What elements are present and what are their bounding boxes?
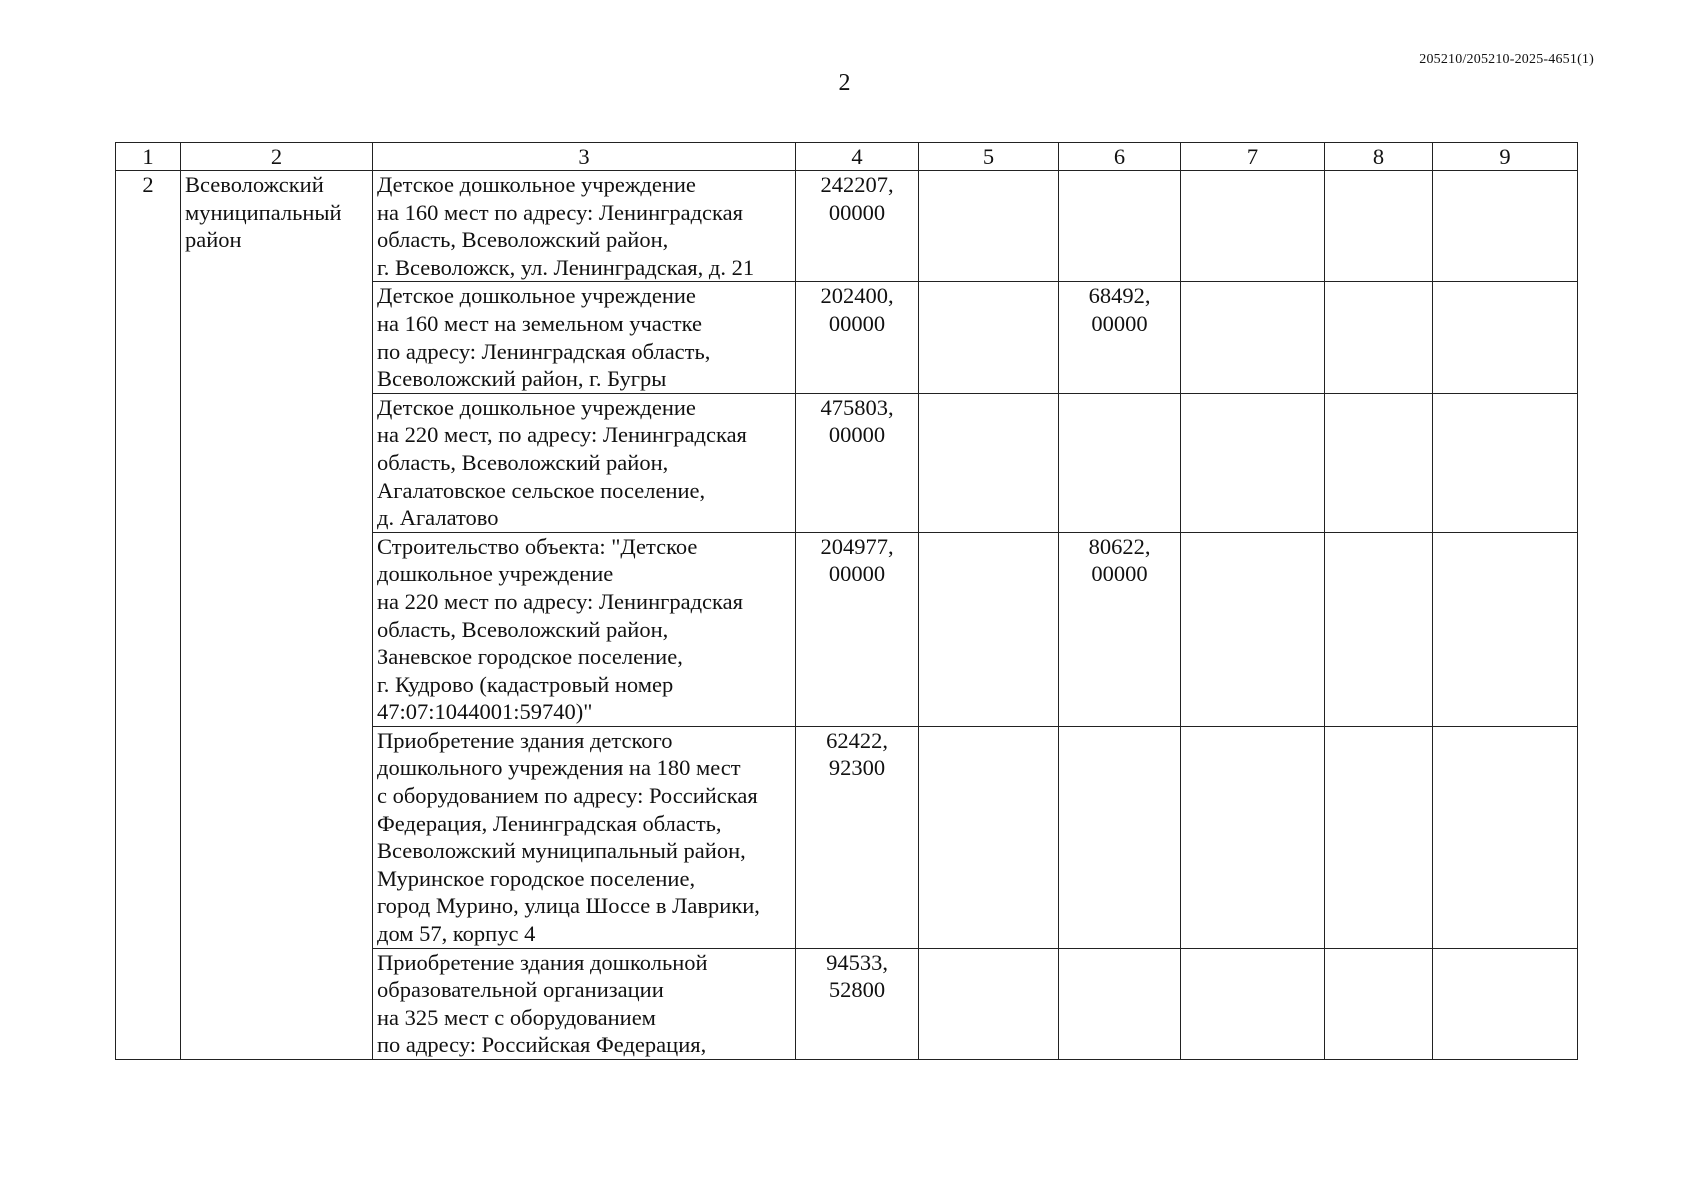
description-line: образовательной организации xyxy=(377,977,664,1003)
column-9-cell xyxy=(1433,282,1578,393)
column-4-amount-cell xyxy=(796,282,919,393)
column-4-amount-line: 00000 xyxy=(828,561,886,587)
column-4-amount-cell xyxy=(796,948,919,1059)
object-description-cell xyxy=(373,282,796,393)
description-line: г. Всеволожск, ул. Ленинградская, д. 21 xyxy=(377,254,755,280)
column-8-cell xyxy=(1325,726,1433,948)
description-line: Детское дошкольное учреждение xyxy=(377,172,696,197)
description-line: дошкольное учреждение xyxy=(377,561,614,587)
column-6-amount-cell xyxy=(1059,282,1181,393)
description-line: дошкольного учреждения на 180 мест xyxy=(377,755,741,781)
column-9-cell xyxy=(1433,171,1578,282)
column-4-amount-cell xyxy=(796,726,919,948)
description-line: Агалатовское сельское поселение, xyxy=(377,477,706,503)
column-9-cell xyxy=(1433,393,1578,532)
district-name-line: Всеволожский xyxy=(185,172,324,197)
column-9-cell xyxy=(1433,726,1578,948)
column-4-amount-line: 00000 xyxy=(828,310,886,336)
description-line: 47:07:1044001:59740)" xyxy=(377,699,593,725)
column-6-amount-cell xyxy=(1059,393,1181,532)
column-6-amount-line: 00000 xyxy=(1091,561,1148,587)
page-number: 2 xyxy=(838,70,851,96)
description-line: Приобретение здания детского xyxy=(377,727,673,753)
column-4-amount-line: 00000 xyxy=(828,199,886,225)
description-line: Заневское городское поселение, xyxy=(377,644,683,670)
column-4-amount-cell xyxy=(796,393,919,532)
column-5-cell xyxy=(919,948,1059,1059)
column-7-cell xyxy=(1181,282,1325,393)
table-row xyxy=(116,171,1578,282)
description-line: область, Всеволожский район, xyxy=(377,616,669,642)
object-description-cell xyxy=(373,171,796,282)
description-line: город Мурино, улица Шоссе в Лаврики, xyxy=(377,893,760,919)
column-header: 5 xyxy=(919,143,1059,171)
column-5-cell xyxy=(919,393,1059,532)
description-line: дом 57, корпус 4 xyxy=(377,921,536,947)
column-9-cell xyxy=(1433,948,1578,1059)
description-line: на 160 мест на земельном участке xyxy=(377,310,702,336)
district-name-cell xyxy=(181,171,373,1060)
description-line: Детское дошкольное учреждение xyxy=(377,394,696,420)
column-header: 1 xyxy=(116,143,181,171)
district-name-line: муниципальный xyxy=(185,199,342,225)
column-7-cell xyxy=(1181,393,1325,532)
column-5-cell xyxy=(919,532,1059,726)
column-7-cell xyxy=(1181,948,1325,1059)
column-header: 8 xyxy=(1325,143,1433,171)
description-line: Муринское городское поселение, xyxy=(377,865,696,891)
column-4-amount-line: 00000 xyxy=(828,422,886,448)
column-6-amount-line: 68492, xyxy=(1088,283,1151,309)
document-id: 205210/205210-2025-4651(1) xyxy=(1419,52,1594,67)
column-5-cell xyxy=(919,282,1059,393)
column-4-amount-line: 202400, xyxy=(820,283,894,309)
description-line: г. Кудрово (кадастровый номер xyxy=(377,671,674,697)
column-7-cell xyxy=(1181,171,1325,282)
description-line: Всеволожский район, г. Бугры xyxy=(377,366,667,392)
row-number: 2 xyxy=(142,172,154,197)
column-8-cell xyxy=(1325,532,1433,726)
description-line: Приобретение здания дошкольной xyxy=(377,949,708,975)
object-description-cell xyxy=(373,726,796,948)
column-8-cell xyxy=(1325,282,1433,393)
column-8-cell xyxy=(1325,393,1433,532)
column-4-amount-line: 92300 xyxy=(828,755,886,781)
description-line: с оборудованием по адресу: Российская xyxy=(377,783,758,809)
column-8-cell xyxy=(1325,948,1433,1059)
description-line: на 325 мест с оборудованием xyxy=(377,1004,656,1030)
column-6-amount-cell xyxy=(1059,948,1181,1059)
column-8-cell xyxy=(1325,171,1433,282)
column-4-amount-line: 475803, xyxy=(820,394,894,420)
description-line: на 220 мест по адресу: Ленинградская xyxy=(377,588,743,614)
column-7-cell xyxy=(1181,532,1325,726)
column-4-amount-line: 62422, xyxy=(826,727,888,753)
column-6-amount-cell xyxy=(1059,726,1181,948)
column-6-amount-line: 80622, xyxy=(1088,533,1151,559)
column-header: 7 xyxy=(1181,143,1325,171)
description-line: Детское дошкольное учреждение xyxy=(377,283,696,309)
column-4-amount-line: 242207, xyxy=(820,172,894,197)
column-header: 9 xyxy=(1433,143,1578,171)
description-line: Строительство объекта: "Детское xyxy=(377,533,698,559)
object-description-cell xyxy=(373,948,796,1059)
column-4-amount-cell xyxy=(796,532,919,726)
row-number-cell xyxy=(116,171,181,1060)
description-line: д. Агалатово xyxy=(377,505,499,531)
column-6-amount-cell xyxy=(1059,532,1181,726)
column-4-amount-line: 94533, xyxy=(826,949,888,975)
column-header: 4 xyxy=(796,143,919,171)
column-4-amount-cell xyxy=(796,171,919,282)
description-line: по адресу: Российская Федерация, xyxy=(377,1032,707,1058)
column-header: 3 xyxy=(373,143,796,171)
description-line: на 220 мест, по адресу: Ленинградская xyxy=(377,422,747,448)
description-line: Всеволожский муниципальный район, xyxy=(377,838,746,864)
column-header: 2 xyxy=(181,143,373,171)
description-line: на 160 мест по адресу: Ленинградская xyxy=(377,199,743,225)
object-description-cell xyxy=(373,532,796,726)
column-4-amount-line: 204977, xyxy=(820,533,894,559)
funding-table xyxy=(115,142,1578,1060)
column-header: 6 xyxy=(1059,143,1181,171)
table-header-row xyxy=(116,143,1578,171)
column-9-cell xyxy=(1433,532,1578,726)
column-4-amount-line: 52800 xyxy=(828,977,886,1003)
district-name-line: район xyxy=(185,227,242,253)
description-line: по адресу: Ленинградская область, xyxy=(377,338,711,364)
object-description-cell xyxy=(373,393,796,532)
column-5-cell xyxy=(919,726,1059,948)
column-6-amount-cell xyxy=(1059,171,1181,282)
description-line: Федерация, Ленинградская область, xyxy=(377,810,722,836)
column-7-cell xyxy=(1181,726,1325,948)
column-6-amount-line: 00000 xyxy=(1091,310,1148,336)
column-5-cell xyxy=(919,171,1059,282)
description-line: область, Всеволожский район, xyxy=(377,227,669,253)
description-line: область, Всеволожский район, xyxy=(377,449,669,475)
